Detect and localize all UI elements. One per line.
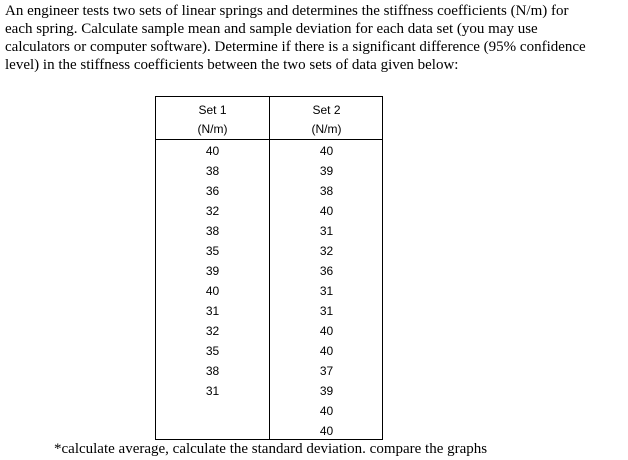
table-cell: 36 bbox=[205, 184, 220, 198]
table-cell: 40 bbox=[319, 344, 334, 358]
table-cell: 32 bbox=[205, 324, 220, 338]
table-cell: 32 bbox=[205, 204, 220, 218]
table-cell: 31 bbox=[205, 304, 220, 318]
table-cell: 31 bbox=[319, 284, 334, 298]
table-cell: 40 bbox=[205, 284, 220, 298]
table-cell: 32 bbox=[319, 244, 334, 258]
table-cell: 38 bbox=[205, 224, 220, 238]
set-1-unit: (N/m) bbox=[197, 122, 228, 136]
problem-line-3: calculators or computer software). Determine if there is a significant difference (95% confidence bbox=[5, 39, 586, 55]
footnote-instructions: *calculate average, calculate the standard deviation. compare the graphs bbox=[54, 441, 488, 457]
set-2-header-cell bbox=[270, 97, 383, 140]
table-cell: 39 bbox=[205, 264, 220, 278]
set-2-header: Set 2 bbox=[312, 103, 341, 117]
set-2-unit: (N/m) bbox=[311, 122, 342, 136]
table-cell: 40 bbox=[319, 404, 334, 418]
table-cell: 40 bbox=[205, 144, 220, 158]
set-1-header-cell bbox=[156, 97, 269, 140]
problem-line-4: level) in the stiffness coefficients between the two sets of data given below: bbox=[5, 57, 459, 73]
table-cell: 40 bbox=[319, 324, 334, 338]
set-2-values bbox=[270, 140, 383, 441]
table-cell: 40 bbox=[319, 204, 334, 218]
problem-line-1: An engineer tests two sets of linear springs and determines the stiffness coefficients (N/m) for bbox=[5, 3, 569, 19]
table-cell: 38 bbox=[205, 164, 220, 178]
table-cell: 38 bbox=[319, 184, 334, 198]
problem-statement bbox=[5, 2, 625, 74]
table-cell: 35 bbox=[205, 244, 220, 258]
table-cell: 35 bbox=[205, 344, 220, 358]
table-cell: 31 bbox=[319, 224, 334, 238]
table-cell: 37 bbox=[319, 364, 334, 378]
table-cell: 39 bbox=[319, 384, 334, 398]
table-cell: 36 bbox=[319, 264, 334, 278]
set-2-column bbox=[269, 97, 383, 439]
table-cell: 38 bbox=[205, 364, 220, 378]
set-1-column bbox=[156, 97, 269, 439]
table-cell: 40 bbox=[319, 424, 334, 438]
set-1-values bbox=[156, 140, 269, 401]
table-cell: 39 bbox=[319, 164, 334, 178]
table-cell: 31 bbox=[205, 384, 220, 398]
table-cell: 40 bbox=[319, 144, 334, 158]
stiffness-data-table bbox=[155, 96, 383, 440]
table-cell: 31 bbox=[319, 304, 334, 318]
problem-line-2: each spring. Calculate sample mean and sample deviation for each data set (you may use bbox=[5, 21, 538, 37]
set-1-header: Set 1 bbox=[198, 103, 227, 117]
